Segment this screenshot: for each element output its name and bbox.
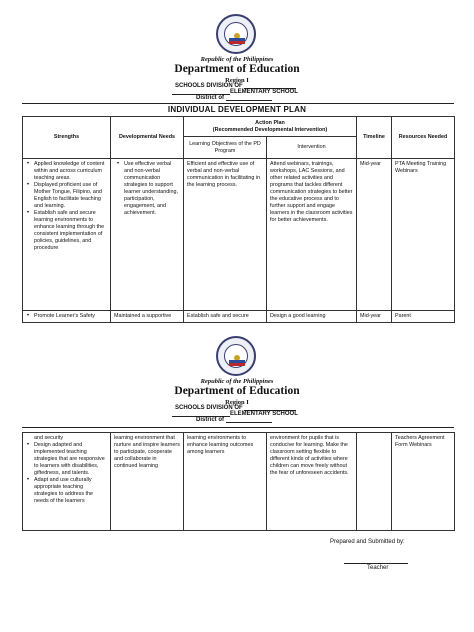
district-line: District of [196, 95, 272, 101]
development-plan-table [22, 116, 455, 323]
strengths-cell [23, 159, 111, 311]
timeline-cell: Mid-year [357, 311, 392, 323]
department-title: Department of Education [174, 63, 300, 75]
list-item: • Displayed proficient use of Mother Tongue, Filipino, and English to facilitate teaching and learning. [26, 182, 107, 210]
header-divider [22, 103, 454, 104]
table-row [23, 433, 455, 531]
table-row [23, 159, 455, 311]
signature-line [344, 563, 408, 564]
deped-seal-icon [216, 336, 256, 376]
header-timeline: Timeline [357, 117, 392, 159]
header-strengths: Strengths [23, 117, 111, 159]
header-divider [22, 427, 454, 428]
needs-cell [111, 159, 184, 311]
header-intervention: Intervention [267, 137, 357, 159]
timeline-cell: Mid-year [357, 159, 392, 311]
timeline-cell [357, 433, 392, 531]
list-item: • Design adapted and implemented teaching strategies that are responsive to learners with disabilities, giftedness, and talents. [26, 442, 107, 477]
teacher-label: Teacher [367, 565, 389, 571]
needs-cell: learning environment that nurture and inspire learners to participate, cooperate and collaborate in continued learning [111, 433, 184, 531]
republic-line: Republic of the Philippines [200, 378, 274, 385]
deped-seal-icon [216, 14, 256, 54]
strengths-cell [23, 311, 111, 323]
header-developmental-needs: Developmental Needs [111, 117, 184, 159]
elementary-school-line: ELEMENTARY SCHOOL [172, 89, 298, 95]
resources-cell: PTA Meeting Training Webinars [392, 159, 455, 311]
prepared-by-label: Prepared and Submitted by: [330, 539, 405, 545]
list-item: • Adapt and use culturally appropriate teaching strategies to address the needs of the learners [26, 477, 107, 505]
list-item: • Applied knowledge of content within and across curriculum teaching areas. [26, 161, 107, 182]
needs-cell: Maintained a supportive [111, 311, 184, 323]
objectives-cell: learning environments to enhance learning outcomes among learners [184, 433, 267, 531]
objectives-cell: Efficient and effective use of verbal and non-verbal communication in facilitating in the learning process. [184, 159, 267, 311]
development-plan-table-continued [22, 432, 455, 531]
list-item: • Establish safe and secure learning environments to enhance learning through the consistent implementation of policies, guidelines, and procedure [26, 210, 107, 252]
header-resources: Resources Needed [392, 117, 455, 159]
resources-cell: Teachers Agreement Form Webinars [392, 433, 455, 531]
elementary-school-line: ELEMENTARY SCHOOL [172, 411, 298, 417]
intervention-cell: Attend webinars, trainings, workshops, LAC Sessions, and other related activities and programs that tackles different communication strategies to better the educative process and to further support and engage learners in the classroom activities for better achievements. [267, 159, 357, 311]
republic-line: Republic of the Philippines [200, 56, 274, 63]
intervention-cell: environment for pupils that is conducive for learning. Make the classroom setting flexible to different kinds of activities where children can move freely without the fear of unforeseen accidents. [267, 433, 357, 531]
header-action-plan: Action Plan (Recommended Developmental Intervention) [184, 117, 357, 137]
objectives-cell: Establish safe and secure [184, 311, 267, 323]
strengths-cell: and security • Design adapted and implemented teaching strategies that are responsive to learners with disabilities, giftedness, and talents. • Adapt and use culturally appropriate teaching strategies to address the needs of the learners [23, 433, 111, 531]
plan-title: INDIVIDUAL DEVELOPMENT PLAN [167, 105, 307, 114]
list-item: • Promote Learner's Safety [26, 313, 107, 320]
region-line: Region I [225, 77, 249, 84]
schools-division-line: SCHOOLS DIVISION OF [175, 83, 296, 89]
department-title: Department of Education [174, 385, 300, 397]
table-row [23, 311, 455, 323]
header-objectives: Learning Objectives of the PD Program [184, 137, 267, 159]
region-line: Region I [225, 399, 249, 406]
schools-division-line: SCHOOLS DIVISION OF [175, 405, 296, 411]
list-item: • Use effective verbal and non-verbal communication strategies to support learner understanding, participation, engagement, and achievement. [114, 161, 180, 217]
intervention-cell: Design a good learning [267, 311, 357, 323]
resources-cell: Parent [392, 311, 455, 323]
district-line: District of [196, 417, 272, 423]
